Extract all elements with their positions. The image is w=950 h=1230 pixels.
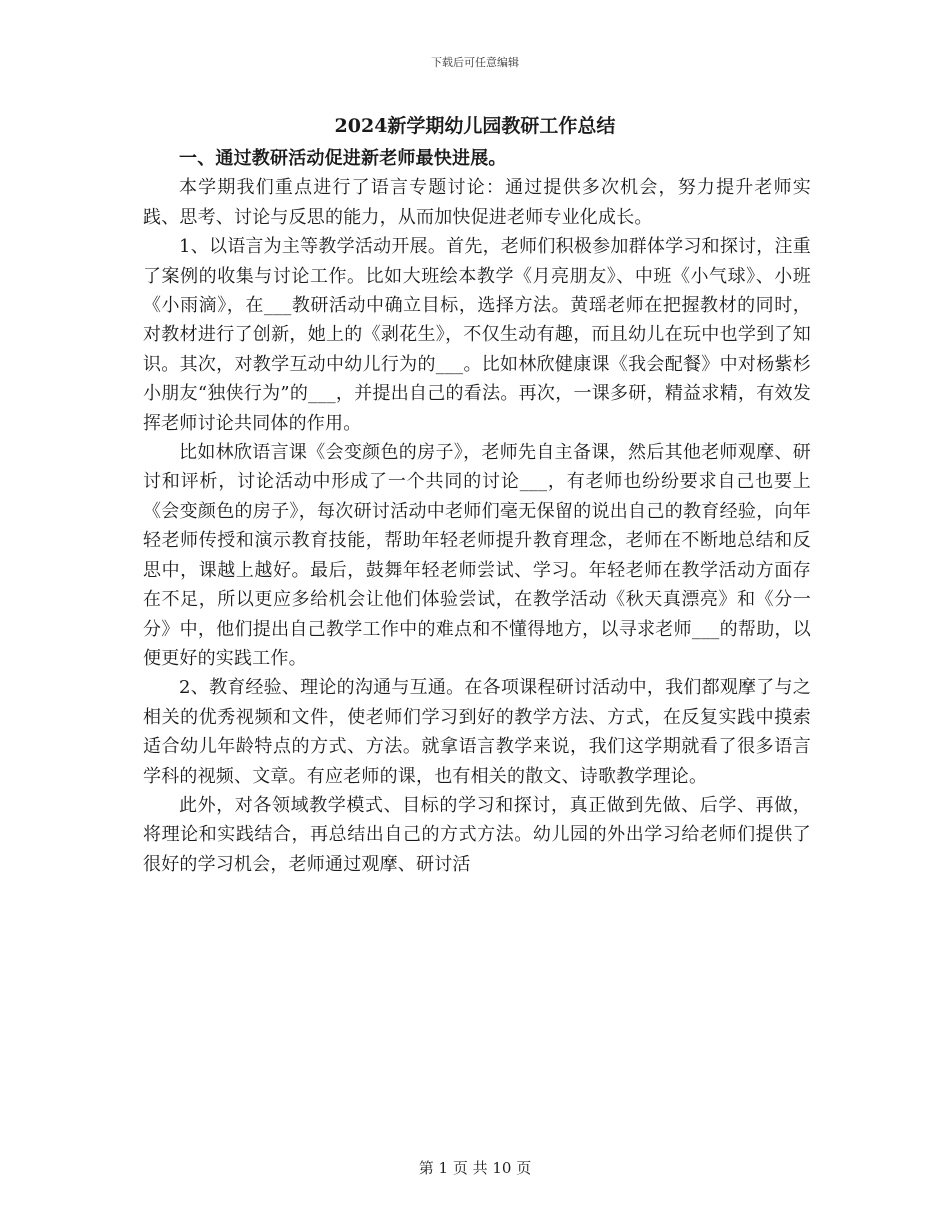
page-title: 2024新学期幼儿园教研工作总结	[334, 115, 616, 137]
page-indicator: 第 1 页 共 10 页	[418, 1159, 532, 1177]
document-body	[143, 144, 811, 879]
paragraph-example-lesson: 比如林欣语言课《会变颜色的房子》，老师先自主备课，然后其他老师观摩、研讨和评析，讨论活动中形成了一个共同的讨论___，有老师也纷纷要求自己也要上《会变颜色的房子》，每次研讨活动中老师们毫无保留的说出自己的教育经验，向年轻老师传授和演示教育技能，帮助年轻老师提升教育理念，老师在不断地总结和反思中，课越上越好。最后，鼓舞年轻老师尝试、学习。年轻老师在教学活动方面存在不足，所以更应多给机会让他们体验尝试，在教学活动《秋天真漂亮》和《分一分》中，他们提出自己教学工作中的难点和不懂得地方，以寻求老师___的帮助，以便更好的实践工作。	[143, 442, 811, 669]
section-heading: 一、通过教研活动促进新老师最快进展。	[179, 148, 507, 169]
header-note: 下载后可任意编辑	[431, 56, 519, 69]
paragraph-further-study: 此外，对各领域教学模式、目标的学习和探讨，真正做到先做、后学、再做，将理论和实践结合，再总结出自己的方式方法。幼儿园的外出学习给老师们提供了很好的学习机会，老师通过观摩、研讨活	[143, 794, 811, 875]
paragraph-language-activities: 1、以语言为主等教学活动开展。首先，老师们积极参加群体学习和探讨，注重了案例的收集与讨论工作。比如大班绘本教学《月亮朋友》、中班《小气球》、小班《小雨滴》，在___教研活动中确立目标，选择方法。黄瑶老师在把握教材的同时，对教材进行了创新，她上的《剥花生》，不仅生动有趣，而且幼儿在玩中也学到了知识。其次，对教学互动中幼儿行为的___。比如林欣健康课《我会配餐》中对杨紫杉小朋友“独侠行为”的___，并提出自己的看法。再次，一课多研，精益求精，有效发挥老师讨论共同体的作用。	[143, 236, 811, 434]
paragraph-intro: 本学期我们重点进行了语言专题讨论：通过提供多次机会，努力提升老师实践、思考、讨论与反思的能力，从而加快促进老师专业化成长。	[143, 177, 811, 228]
paragraph-experience-exchange: 2、教育经验、理论的沟通与互通。在各项课程研讨活动中，我们都观摩了与之相关的优秀视频和文件，使老师们学习到好的教学方法、方式，在反复实践中摸索适合幼儿年龄特点的方式、方法。就拿语言教学来说，我们这学期就看了很多语言学科的视频、文章。有应老师的课，也有相关的散文、诗歌教学理论。	[143, 677, 811, 787]
